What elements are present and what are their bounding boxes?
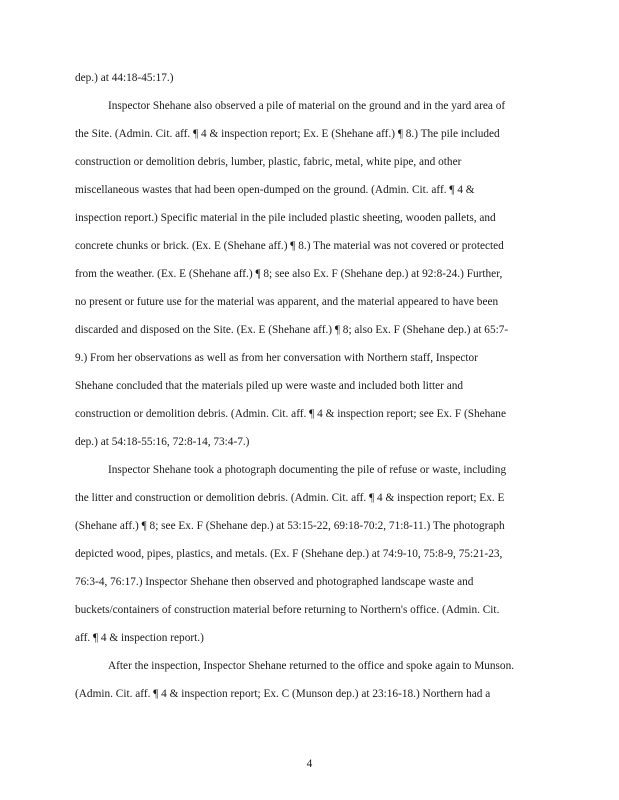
text-line: concrete chunks or brick. (Ex. E (Shehane aff.) ¶ 8.) The material was not covered or protected: [75, 240, 504, 252]
text-line: the Site. (Admin. Cit. aff. ¶ 4 & inspection report; Ex. E (Shehane aff.) ¶ 8.) The pile included: [75, 128, 500, 140]
paragraph-first-line: After the inspection, Inspector Shehane returned to the office and spoke again to Munson.: [108, 660, 515, 672]
text-line: 76:3-4, 76:17.) Inspector Shehane then observed and photographed landscape waste and: [75, 576, 474, 588]
text-line: (Shehane aff.) ¶ 8; see Ex. F (Shehane dep.) at 53:15-22, 69:18-70:2, 71:8-11.) The photograph: [75, 520, 505, 532]
text-line: (Admin. Cit. aff. ¶ 4 & inspection report; Ex. C (Munson dep.) at 23:16-18.) Northern had a: [75, 688, 491, 700]
text-line: inspection report.) Specific material in the pile included plastic sheeting, wooden pallets, and: [75, 212, 496, 224]
text-line: dep.) at 44:18-45:17.): [75, 72, 174, 84]
text-line: the litter and construction or demolition debris. (Admin. Cit. aff. ¶ 4 & inspection report; Ex. E: [75, 492, 505, 504]
paragraph-first-line: Inspector Shehane also observed a pile of material on the ground and in the yard area of: [108, 100, 506, 112]
text-line: depicted wood, pipes, plastics, and metals. (Ex. F (Shehane dep.) at 74:9-10, 75:8-9, 75:21-23,: [75, 548, 503, 560]
text-line: Shehane concluded that the materials piled up were waste and included both litter and: [75, 380, 464, 392]
paragraph-first-line: Inspector Shehane took a photograph documenting the pile of refuse or waste, including: [108, 464, 507, 476]
text-line: discarded and disposed on the Site. (Ex. E (Shehane aff.) ¶ 8; also Ex. F (Shehane dep.) at 65:7-: [75, 324, 509, 336]
text-line: dep.) at 54:18-55:16, 72:8-14, 73:4-7.): [75, 436, 250, 448]
text-line: no present or future use for the material was apparent, and the material appeared to have been: [75, 296, 499, 308]
text-line: construction or demolition debris. (Admin. Cit. aff. ¶ 4 & inspection report; see Ex. F (Shehane: [75, 408, 506, 420]
text-line: construction or demolition debris, lumber, plastic, fabric, metal, white pipe, and other: [75, 156, 462, 168]
text-line: miscellaneous wastes that had been open-dumped on the ground. (Admin. Cit. aff. ¶ 4 &: [75, 184, 475, 196]
text-line: from the weather. (Ex. E (Shehane aff.) ¶ 8; see also Ex. F (Shehane dep.) at 92:8-24.) Further,: [75, 268, 503, 280]
text-line: buckets/containers of construction material before returning to Northern's office. (Admin. Cit.: [75, 604, 500, 616]
text-line: 9.) From her observations as well as from her conversation with Northern staff, Inspector: [75, 352, 478, 364]
page-number: 4: [306, 758, 313, 770]
text-line: aff. ¶ 4 & inspection report.): [75, 632, 204, 644]
